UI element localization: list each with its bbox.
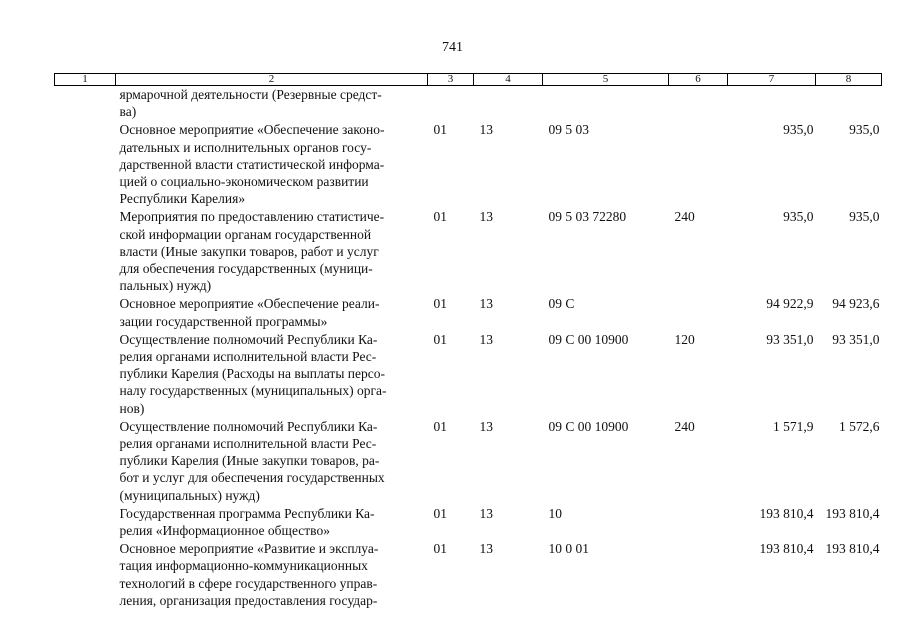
column-header-7: 7 bbox=[728, 74, 816, 86]
row-index-cell bbox=[55, 539, 116, 609]
expense-type-code: 120 bbox=[674, 331, 695, 347]
row-index-cell bbox=[55, 294, 116, 329]
description-line: публики Карелия (Иные закупки товаров, ра- bbox=[119, 453, 380, 469]
page-number: 741 bbox=[442, 40, 463, 55]
section-code: 01 bbox=[433, 122, 447, 138]
expense-type-code bbox=[669, 294, 728, 329]
description-line: релия органами исполнительной власти Рес- bbox=[119, 349, 377, 365]
row-description bbox=[116, 417, 428, 504]
description-line: Основное мероприятие «Обеспечение законо- bbox=[119, 122, 385, 138]
column-header-6: 6 bbox=[669, 74, 728, 86]
description-line: релия органами исполнительной власти Рес- bbox=[119, 436, 377, 452]
description-line: для обеспечения государственных (муници- bbox=[119, 261, 373, 277]
description-line: Мероприятия по предоставлению статистиче- bbox=[119, 209, 385, 225]
budget-table bbox=[54, 73, 882, 609]
column-header-2: 2 bbox=[116, 74, 428, 86]
row-index-cell bbox=[55, 86, 116, 121]
amount-col-8: 935,0 bbox=[849, 122, 880, 138]
description-line: технологий в сфере государственного управ- bbox=[119, 575, 378, 591]
description-line: власти (Иные закупки товаров, работ и услуг bbox=[119, 243, 379, 259]
row-index-cell bbox=[55, 330, 116, 417]
row-description bbox=[116, 207, 428, 294]
target-article-code: 09 5 03 72280 bbox=[548, 209, 627, 225]
amount-col-7: 193 810,4 bbox=[759, 541, 814, 557]
description-line: Государственная программа Республики Ка- bbox=[119, 505, 375, 521]
description-line: нов) bbox=[119, 400, 145, 416]
amount-col-8: 93 351,0 bbox=[832, 331, 880, 347]
description-line: бот и услуг для обеспечения государственных bbox=[119, 470, 385, 486]
description-line: налу государственных (муниципальных) орга- bbox=[119, 383, 387, 399]
expense-type-code bbox=[669, 120, 728, 207]
description-line: цией о социально-экономическом развитии bbox=[119, 174, 369, 190]
description-line: дательных и исполнительных органов госу- bbox=[119, 139, 372, 155]
subsection-code: 13 bbox=[479, 122, 493, 138]
row-index-cell bbox=[55, 207, 116, 294]
table-row bbox=[55, 86, 882, 121]
table-row bbox=[55, 330, 882, 417]
target-article-code: 09 С bbox=[548, 296, 575, 312]
section-code bbox=[428, 86, 474, 121]
target-article-code: 09 5 03 bbox=[548, 122, 589, 138]
description-line: публики Карелия (Расходы на выплаты персо- bbox=[119, 366, 385, 382]
description-line: (муниципальных) нужд) bbox=[119, 487, 260, 503]
row-description bbox=[116, 294, 428, 329]
column-header-4: 4 bbox=[474, 74, 543, 86]
column-header-5: 5 bbox=[543, 74, 669, 86]
table-row bbox=[55, 539, 882, 609]
table-row bbox=[55, 120, 882, 207]
description-line: Основное мероприятие «Обеспечение реали- bbox=[119, 296, 380, 312]
table-body bbox=[55, 86, 882, 610]
target-article-code: 09 С 00 10900 bbox=[548, 418, 629, 434]
header-row bbox=[55, 74, 882, 86]
row-index-cell bbox=[55, 120, 116, 207]
description-line: релия «Информационное общество» bbox=[119, 523, 330, 539]
section-code: 01 bbox=[433, 418, 447, 434]
description-line: ярмарочной деятельности (Резервные средст- bbox=[119, 87, 382, 102]
expense-type-code bbox=[669, 539, 728, 609]
description-line: ской информации органам государственной bbox=[119, 226, 372, 242]
expense-type-code: 240 bbox=[674, 209, 695, 225]
amount-col-8 bbox=[816, 86, 882, 121]
description-line: тация информационно-коммуникационных bbox=[119, 558, 368, 574]
expense-type-code bbox=[669, 86, 728, 121]
target-article-code: 09 С 00 10900 bbox=[548, 331, 629, 347]
section-code: 01 bbox=[433, 505, 447, 521]
section-code: 01 bbox=[433, 209, 447, 225]
row-description bbox=[116, 504, 428, 539]
row-description bbox=[116, 330, 428, 417]
subsection-code: 13 bbox=[479, 331, 493, 347]
section-code: 01 bbox=[433, 541, 447, 557]
target-article-code: 10 0 01 bbox=[548, 541, 589, 557]
row-description bbox=[116, 539, 428, 609]
amount-col-7: 94 922,9 bbox=[766, 296, 814, 312]
subsection-code: 13 bbox=[479, 418, 493, 434]
description-line: ва) bbox=[119, 104, 137, 120]
amount-col-8: 1 572,6 bbox=[839, 418, 880, 434]
section-code: 01 bbox=[433, 331, 447, 347]
table-row bbox=[55, 504, 882, 539]
description-line: ления, организация предоставления государ- bbox=[119, 592, 378, 608]
description-line: пальных) нужд) bbox=[119, 278, 212, 294]
expense-type-code bbox=[669, 504, 728, 539]
subsection-code: 13 bbox=[479, 505, 493, 521]
section-code: 01 bbox=[433, 296, 447, 312]
target-article-code bbox=[543, 86, 669, 121]
description-line: зации государственной программы» bbox=[119, 313, 328, 329]
description-line: Республики Карелия» bbox=[119, 191, 246, 207]
amount-col-7: 935,0 bbox=[783, 209, 814, 225]
column-header-3: 3 bbox=[428, 74, 474, 86]
subsection-code: 13 bbox=[479, 209, 493, 225]
subsection-code: 13 bbox=[479, 296, 493, 312]
description-line: Осуществление полномочий Республики Ка- bbox=[119, 418, 378, 434]
description-line: Основное мероприятие «Развитие и эксплуа- bbox=[119, 541, 379, 557]
amount-col-7 bbox=[728, 86, 816, 121]
column-header-8: 8 bbox=[816, 74, 882, 86]
row-description bbox=[116, 86, 428, 121]
subsection-code: 13 bbox=[479, 541, 493, 557]
description-line: Осуществление полномочий Республики Ка- bbox=[119, 331, 378, 347]
column-header-1: 1 bbox=[55, 74, 116, 86]
subsection-code bbox=[474, 86, 543, 121]
amount-col-8: 193 810,4 bbox=[825, 505, 880, 521]
amount-col-7: 1 571,9 bbox=[773, 418, 814, 434]
amount-col-7: 935,0 bbox=[783, 122, 814, 138]
table-row bbox=[55, 294, 882, 329]
row-index-cell bbox=[55, 417, 116, 504]
amount-col-7: 193 810,4 bbox=[759, 505, 814, 521]
description-line: дарственной власти статистической информа- bbox=[119, 156, 385, 172]
table-row bbox=[55, 207, 882, 294]
target-article-code: 10 bbox=[548, 505, 562, 521]
row-index-cell bbox=[55, 504, 116, 539]
amount-col-8: 94 923,6 bbox=[832, 296, 880, 312]
amount-col-7: 93 351,0 bbox=[766, 331, 814, 347]
amount-col-8: 193 810,4 bbox=[825, 541, 880, 557]
amount-col-8: 935,0 bbox=[849, 209, 880, 225]
expense-type-code: 240 bbox=[674, 418, 695, 434]
table-row bbox=[55, 417, 882, 504]
row-description bbox=[116, 120, 428, 207]
